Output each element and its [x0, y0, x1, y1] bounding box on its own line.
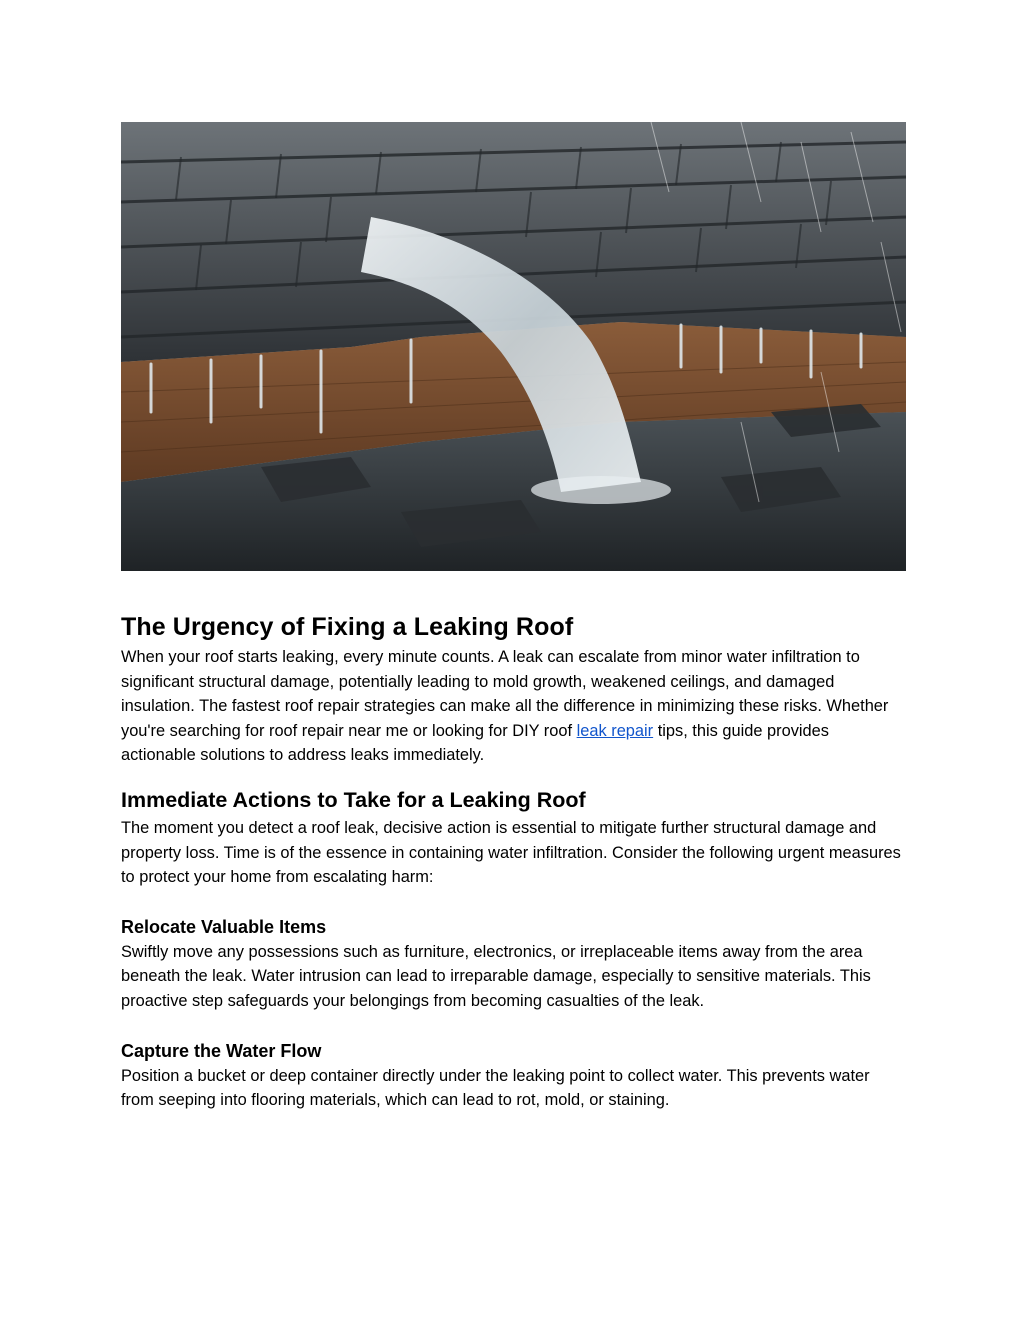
article-body [121, 609, 906, 1113]
subsection-paragraph-relocate: Swiftly move any possessions such as furniture, electronics, or irreplaceable items away from the area beneath the leak. Water intrusion can lead to irreparable damage, especially to sensitive materials. This proactive step safeguards your belongings from becoming casualties of the leak. [121, 942, 871, 1010]
subsection-heading-capture: Capture the Water Flow [121, 1040, 322, 1061]
section-paragraph: The moment you detect a roof leak, decisive action is essential to mitigate further structural damage and property loss. Time is of the essence in containing water infiltration. Consider the following urgent measures to protect your home from escalating harm: [121, 818, 901, 887]
intro-paragraph [121, 645, 906, 768]
subsection-paragraph-capture: Position a bucket or deep container directly under the leaking point to collect water. This prevents water from seeping into flooring materials, which can lead to rot, mold, or staining. [121, 1066, 870, 1110]
leak-repair-link[interactable]: leak repair [576, 721, 654, 740]
leaking-roof-photo [121, 122, 906, 571]
article-title: The Urgency of Fixing a Leaking Roof [121, 613, 574, 641]
intro-text-before-link: When your roof starts leaking, every minute counts. A leak can escalate from minor water infiltration to significant structural damage, potentially leading to mold growth, weakened ceilings, and damaged insulation. The fastest roof repair strategies can make all the difference in minimizing these risks. Whether you're searching for roof repair near me or looking for DIY roof [121, 648, 889, 740]
intro-text-after-link: tips, this guide provides actionable solutions to address leaks immediately. [121, 721, 829, 765]
section-heading: Immediate Actions to Take for a Leaking Roof [121, 787, 586, 812]
subsection-heading-relocate: Relocate Valuable Items [121, 916, 327, 937]
